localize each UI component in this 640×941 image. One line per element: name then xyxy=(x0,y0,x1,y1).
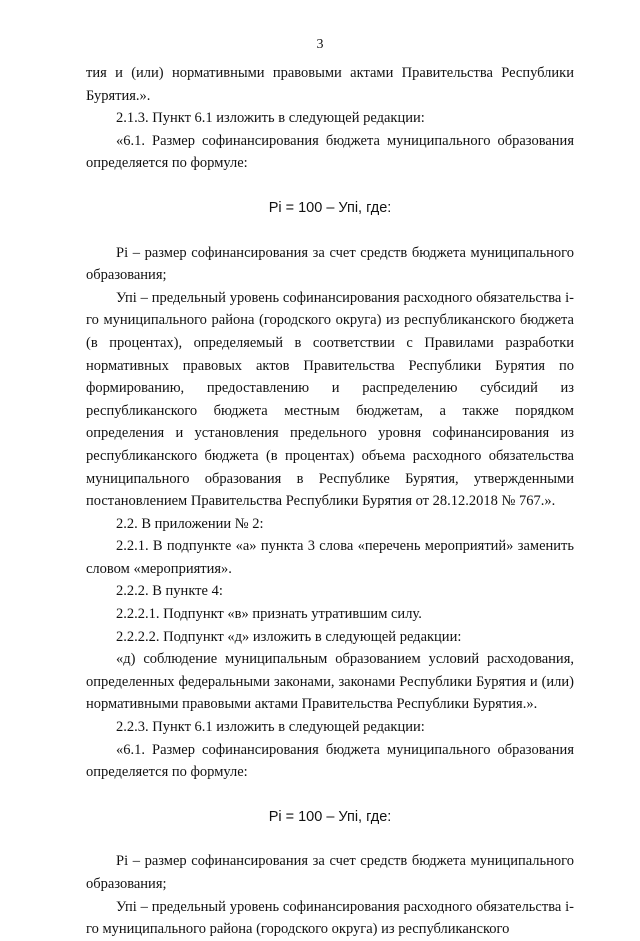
paragraph-upi-definition: Упi – предельный уровень софинансирования расходного обязательства i-го муниципального района (городского округа) из республиканского бюджета (в процентах), определяемый в соответствии с Правилами разработки нормативных правовых актов Правительства Республики Бурятия по формированию, предоставлению и распределению субсидий из республиканского бюджета местным бюджетам, а также порядком определения и установления предельного уровня софинансирования из республиканского бюджета (в процентах) объема расходного обязательства муниципального образования в Республике Бурятия, утвержденными постановлением Правительства Республики Бурятия от 28.12.2018 № 767.». xyxy=(86,289,574,510)
page-number: 3 xyxy=(316,37,324,52)
paragraph-subitem-d: «д) соблюдение муниципальным образованием условий расходования, определенных федеральными законами, законами Республики Бурятия и (или) нормативными правовыми актами Правительства Республики Бурятия.». xyxy=(86,651,574,713)
paragraph-6-1-intro-second: «6.1. Размер софинансирования бюджета муниципального образования определяется по формуле: xyxy=(86,741,574,781)
formula: Pi = 100 – Упi, где: xyxy=(268,199,392,216)
paragraph-2-2-2-2: 2.2.2.2. Подпункт «д» изложить в следующей редакции: xyxy=(116,628,462,645)
paragraph-continuation: тия и (или) нормативными правовыми актами Правительства Республики Бурятия.». xyxy=(86,65,574,104)
paragraph-2-2-2: 2.2.2. В пункте 4: xyxy=(116,583,223,600)
paragraph-2-2: 2.2. В приложении № 2: xyxy=(116,515,264,532)
paragraph-upi-definition-second: Упi – предельный уровень софинансирования расходного обязательства i-го муниципального района (городского округа) из республиканского xyxy=(86,898,574,938)
paragraph-2-1-3: 2.1.3. Пункт 6.1 изложить в следующей редакции: xyxy=(116,110,425,127)
formula-second: Pi = 100 – Упi, где: xyxy=(268,808,392,825)
paragraph-pi-definition-second: Pi – размер софинансирования за счет средств бюджета муниципального образования; xyxy=(86,853,574,892)
paragraph-6-1-intro: «6.1. Размер софинансирования бюджета муниципального образования определяется по формуле: xyxy=(86,132,574,172)
paragraph-2-2-3: 2.2.3. Пункт 6.1 изложить в следующей редакции: xyxy=(116,719,425,736)
document-body xyxy=(86,62,574,941)
paragraph-pi-definition: Pi – размер софинансирования за счет средств бюджета муниципального образования; xyxy=(86,244,574,284)
paragraph-2-2-1: 2.2.1. В подпункте «а» пункта 3 слова «перечень мероприятий» заменить словом «мероприятия». xyxy=(86,538,574,577)
paragraph-2-2-2-1: 2.2.2.1. Подпункт «в» признать утратившим силу. xyxy=(116,606,422,623)
